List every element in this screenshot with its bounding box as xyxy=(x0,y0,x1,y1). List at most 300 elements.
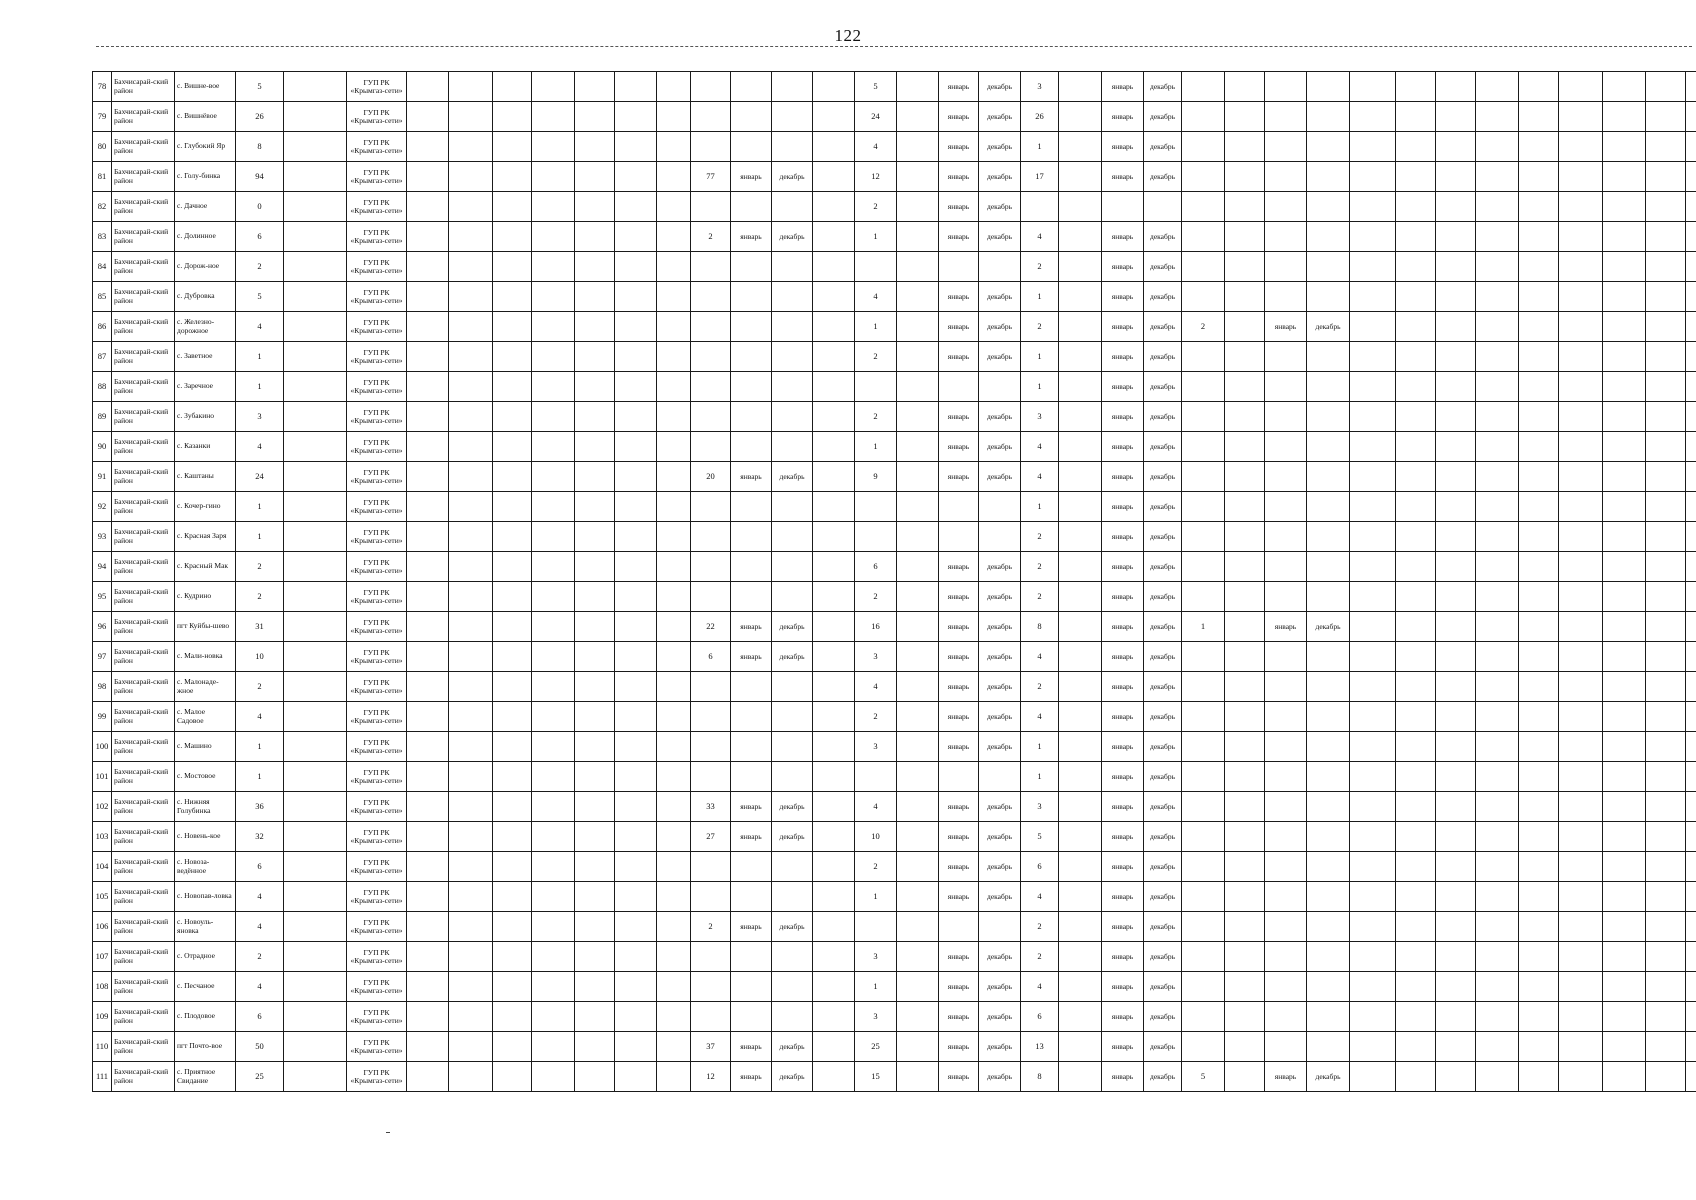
cell-col8-from: январь xyxy=(1102,432,1144,462)
cell-district: Бахчисарай-ский район xyxy=(112,972,175,1002)
cell-col6-to xyxy=(772,582,813,612)
empty-cell xyxy=(657,282,691,312)
empty-cell xyxy=(813,822,855,852)
empty-cell xyxy=(1436,402,1476,432)
cell-col9-from xyxy=(1265,162,1307,192)
empty-cell xyxy=(1603,942,1646,972)
empty-cell xyxy=(1059,582,1102,612)
table-body xyxy=(93,72,1696,1092)
cell-col8-to: декабрь xyxy=(1144,1032,1182,1062)
empty-cell xyxy=(897,162,939,192)
cell-col9-from xyxy=(1265,1002,1307,1032)
cell-col6 xyxy=(691,432,731,462)
empty-cell xyxy=(1559,222,1603,252)
empty-cell xyxy=(449,822,493,852)
empty-cell xyxy=(449,192,493,222)
empty-cell xyxy=(1350,582,1396,612)
empty-cell xyxy=(813,972,855,1002)
empty-cell xyxy=(575,582,615,612)
empty-cell xyxy=(1059,342,1102,372)
empty-cell xyxy=(1436,492,1476,522)
empty-cell xyxy=(1519,702,1559,732)
cell-col9-to xyxy=(1307,972,1350,1002)
empty-cell xyxy=(1559,1002,1603,1032)
empty-cell xyxy=(1225,732,1265,762)
cell-col9-to xyxy=(1307,822,1350,852)
cell-n: 78 xyxy=(93,72,112,102)
empty-cell xyxy=(1519,402,1559,432)
cell-col6-from xyxy=(731,1002,772,1032)
empty-cell xyxy=(284,792,347,822)
cell-col8-from: январь xyxy=(1102,642,1144,672)
empty-cell xyxy=(657,432,691,462)
empty-cell xyxy=(897,972,939,1002)
empty-cell xyxy=(1559,312,1603,342)
empty-cell xyxy=(657,732,691,762)
empty-cell xyxy=(1646,312,1686,342)
cell-col6-from xyxy=(731,672,772,702)
empty-cell xyxy=(615,342,657,372)
cell-total: 50 xyxy=(236,1032,284,1062)
empty-cell xyxy=(1686,342,1696,372)
cell-col6 xyxy=(691,402,731,432)
cell-col8-from: январь xyxy=(1102,162,1144,192)
cell-locality: с. Новопав-ловка xyxy=(175,882,236,912)
cell-col6: 6 xyxy=(691,642,731,672)
cell-col9 xyxy=(1182,192,1225,222)
empty-cell xyxy=(575,792,615,822)
cell-locality: с. Новоуль-яновка xyxy=(175,912,236,942)
cell-col9-from xyxy=(1265,582,1307,612)
empty-cell xyxy=(1519,372,1559,402)
empty-cell xyxy=(575,312,615,342)
cell-org: ГУП РК «Крымгаз-сети» xyxy=(347,552,407,582)
cell-col6-from: январь xyxy=(731,822,772,852)
cell-col9-from xyxy=(1265,522,1307,552)
cell-locality: с. Дачное xyxy=(175,192,236,222)
cell-org: ГУП РК «Крымгаз-сети» xyxy=(347,582,407,612)
empty-cell xyxy=(1059,1002,1102,1032)
cell-col6-to xyxy=(772,702,813,732)
cell-col8-from: январь xyxy=(1102,132,1144,162)
empty-cell xyxy=(284,72,347,102)
table-row xyxy=(93,552,1696,582)
empty-cell xyxy=(284,612,347,642)
empty-cell xyxy=(615,642,657,672)
empty-cell xyxy=(615,972,657,1002)
cell-col7: 24 xyxy=(855,102,897,132)
cell-col7-from: январь xyxy=(939,1032,979,1062)
empty-cell xyxy=(1603,252,1646,282)
empty-cell xyxy=(657,552,691,582)
cell-total: 4 xyxy=(236,702,284,732)
empty-cell xyxy=(1603,582,1646,612)
cell-org: ГУП РК «Крымгаз-сети» xyxy=(347,312,407,342)
empty-cell xyxy=(1603,1062,1646,1092)
cell-col8-to: декабрь xyxy=(1144,972,1182,1002)
empty-cell xyxy=(615,582,657,612)
cell-col9-from xyxy=(1265,372,1307,402)
cell-col9-to xyxy=(1307,702,1350,732)
cell-district: Бахчисарай-ский район xyxy=(112,342,175,372)
empty-cell xyxy=(407,942,449,972)
cell-col8: 1 xyxy=(1021,132,1059,162)
cell-col7-from: январь xyxy=(939,642,979,672)
cell-locality: с. Отрадное xyxy=(175,942,236,972)
empty-cell xyxy=(493,912,532,942)
cell-col6-to xyxy=(772,102,813,132)
empty-cell xyxy=(284,732,347,762)
empty-cell xyxy=(575,402,615,432)
empty-cell xyxy=(575,552,615,582)
empty-cell xyxy=(532,162,575,192)
cell-col6-to xyxy=(772,72,813,102)
empty-cell xyxy=(657,492,691,522)
empty-cell xyxy=(284,972,347,1002)
empty-cell xyxy=(1603,222,1646,252)
empty-cell xyxy=(657,462,691,492)
empty-cell xyxy=(615,252,657,282)
empty-cell xyxy=(1059,522,1102,552)
empty-cell xyxy=(1646,642,1686,672)
empty-cell xyxy=(1396,492,1436,522)
empty-cell xyxy=(657,672,691,702)
cell-locality: с. Приятное Свидание xyxy=(175,1062,236,1092)
empty-cell xyxy=(1686,852,1696,882)
empty-cell xyxy=(493,402,532,432)
cell-col9-to xyxy=(1307,1002,1350,1032)
empty-cell xyxy=(1436,1062,1476,1092)
empty-cell xyxy=(1519,972,1559,1002)
cell-col7-from: январь xyxy=(939,1062,979,1092)
cell-col7: 5 xyxy=(855,72,897,102)
empty-cell xyxy=(1436,72,1476,102)
cell-col7-to xyxy=(979,762,1021,792)
table-row xyxy=(93,1032,1696,1062)
empty-cell xyxy=(1646,432,1686,462)
empty-cell xyxy=(1519,732,1559,762)
cell-col6-from: январь xyxy=(731,222,772,252)
cell-col8-to: декабрь xyxy=(1144,822,1182,852)
empty-cell xyxy=(1646,102,1686,132)
cell-col6 xyxy=(691,942,731,972)
empty-cell xyxy=(1603,972,1646,1002)
table-row xyxy=(93,492,1696,522)
empty-cell xyxy=(1686,672,1696,702)
empty-cell xyxy=(1686,372,1696,402)
empty-cell xyxy=(813,552,855,582)
cell-col9-to: декабрь xyxy=(1307,612,1350,642)
empty-cell xyxy=(1350,432,1396,462)
empty-cell xyxy=(1686,1032,1696,1062)
cell-col6-from xyxy=(731,552,772,582)
cell-col6 xyxy=(691,522,731,552)
cell-col8-from: январь xyxy=(1102,102,1144,132)
empty-cell xyxy=(1350,1032,1396,1062)
empty-cell xyxy=(897,612,939,642)
empty-cell xyxy=(1603,402,1646,432)
empty-cell xyxy=(813,582,855,612)
cell-col7-from: январь xyxy=(939,852,979,882)
cell-col8-to: декабрь xyxy=(1144,522,1182,552)
cell-locality: с. Заречное xyxy=(175,372,236,402)
empty-cell xyxy=(449,222,493,252)
empty-cell xyxy=(1646,882,1686,912)
empty-cell xyxy=(1476,822,1519,852)
cell-col6-from: январь xyxy=(731,1032,772,1062)
cell-col9-from xyxy=(1265,972,1307,1002)
empty-cell xyxy=(615,222,657,252)
table-row xyxy=(93,732,1696,762)
empty-cell xyxy=(657,972,691,1002)
cell-col9-from xyxy=(1265,402,1307,432)
empty-cell xyxy=(532,522,575,552)
empty-cell xyxy=(449,432,493,462)
empty-cell xyxy=(1476,372,1519,402)
cell-n: 81 xyxy=(93,162,112,192)
empty-cell xyxy=(449,852,493,882)
empty-cell xyxy=(449,1002,493,1032)
cell-col6 xyxy=(691,282,731,312)
cell-col8-to: декабрь xyxy=(1144,342,1182,372)
cell-col8: 8 xyxy=(1021,612,1059,642)
cell-locality: с. Кочер-гино xyxy=(175,492,236,522)
cell-col9-from xyxy=(1265,252,1307,282)
cell-total: 31 xyxy=(236,612,284,642)
cell-col7-from xyxy=(939,912,979,942)
empty-cell xyxy=(1476,102,1519,132)
empty-cell xyxy=(657,792,691,822)
cell-col8-to: декабрь xyxy=(1144,252,1182,282)
empty-cell xyxy=(615,372,657,402)
empty-cell xyxy=(284,1032,347,1062)
cell-n: 103 xyxy=(93,822,112,852)
empty-cell xyxy=(1225,402,1265,432)
empty-cell xyxy=(813,162,855,192)
cell-total: 3 xyxy=(236,402,284,432)
empty-cell xyxy=(1646,1062,1686,1092)
table-row xyxy=(93,762,1696,792)
empty-cell xyxy=(615,792,657,822)
empty-cell xyxy=(1396,882,1436,912)
cell-locality: с. Новень-кое xyxy=(175,822,236,852)
cell-col8-to: декабрь xyxy=(1144,402,1182,432)
empty-cell xyxy=(657,882,691,912)
empty-cell xyxy=(1436,942,1476,972)
cell-col8-from: январь xyxy=(1102,72,1144,102)
empty-cell xyxy=(897,822,939,852)
empty-cell xyxy=(1350,672,1396,702)
cell-col9-to xyxy=(1307,72,1350,102)
cell-col9-to xyxy=(1307,642,1350,672)
cell-n: 97 xyxy=(93,642,112,672)
table-row xyxy=(93,822,1696,852)
empty-cell xyxy=(1646,1032,1686,1062)
cell-district: Бахчисарай-ский район xyxy=(112,852,175,882)
cell-col7-from: январь xyxy=(939,462,979,492)
cell-org: ГУП РК «Крымгаз-сети» xyxy=(347,252,407,282)
cell-col7-to xyxy=(979,912,1021,942)
empty-cell xyxy=(1350,702,1396,732)
empty-cell xyxy=(1225,342,1265,372)
empty-cell xyxy=(493,642,532,672)
empty-cell xyxy=(284,312,347,342)
cell-col6-to xyxy=(772,282,813,312)
cell-col6: 2 xyxy=(691,912,731,942)
empty-cell xyxy=(1476,432,1519,462)
cell-col6-to xyxy=(772,1002,813,1032)
empty-cell xyxy=(1559,762,1603,792)
empty-cell xyxy=(657,582,691,612)
cell-col6-to xyxy=(772,552,813,582)
empty-cell xyxy=(575,102,615,132)
cell-col9 xyxy=(1182,342,1225,372)
empty-cell xyxy=(1225,432,1265,462)
cell-total: 6 xyxy=(236,222,284,252)
cell-col6-from xyxy=(731,102,772,132)
empty-cell xyxy=(1225,942,1265,972)
cell-total: 4 xyxy=(236,912,284,942)
empty-cell xyxy=(1350,222,1396,252)
cell-n: 105 xyxy=(93,882,112,912)
empty-cell xyxy=(449,312,493,342)
cell-locality: с. Красная Заря xyxy=(175,522,236,552)
cell-col6: 33 xyxy=(691,792,731,822)
cell-col6-to xyxy=(772,432,813,462)
empty-cell xyxy=(813,882,855,912)
empty-cell xyxy=(407,252,449,282)
cell-org: ГУП РК «Крымгаз-сети» xyxy=(347,882,407,912)
empty-cell xyxy=(1396,702,1436,732)
empty-cell xyxy=(1559,822,1603,852)
empty-cell xyxy=(1436,162,1476,192)
table-row xyxy=(93,972,1696,1002)
empty-cell xyxy=(1559,612,1603,642)
empty-cell xyxy=(449,462,493,492)
cell-district: Бахчисарай-ский район xyxy=(112,282,175,312)
empty-cell xyxy=(1646,582,1686,612)
empty-cell xyxy=(407,162,449,192)
empty-cell xyxy=(1559,642,1603,672)
cell-col9-from xyxy=(1265,192,1307,222)
empty-cell xyxy=(1350,342,1396,372)
stray-mark xyxy=(386,1132,390,1133)
cell-district: Бахчисарай-ский район xyxy=(112,552,175,582)
empty-cell xyxy=(493,432,532,462)
empty-cell xyxy=(407,282,449,312)
empty-cell xyxy=(1686,192,1696,222)
empty-cell xyxy=(657,372,691,402)
cell-locality: с. Мали-новка xyxy=(175,642,236,672)
empty-cell xyxy=(1396,222,1436,252)
empty-cell xyxy=(284,642,347,672)
cell-n: 95 xyxy=(93,582,112,612)
empty-cell xyxy=(1559,672,1603,702)
empty-cell xyxy=(1519,612,1559,642)
empty-cell xyxy=(284,942,347,972)
cell-col6-to xyxy=(772,972,813,1002)
empty-cell xyxy=(1603,822,1646,852)
cell-col7-to: декабрь xyxy=(979,1032,1021,1062)
empty-cell xyxy=(284,162,347,192)
empty-cell xyxy=(1059,672,1102,702)
empty-cell xyxy=(1059,72,1102,102)
empty-cell xyxy=(532,882,575,912)
empty-cell xyxy=(532,372,575,402)
cell-col6 xyxy=(691,732,731,762)
cell-col9-to xyxy=(1307,912,1350,942)
empty-cell xyxy=(1603,72,1646,102)
cell-col6-to: декабрь xyxy=(772,912,813,942)
cell-total: 2 xyxy=(236,942,284,972)
empty-cell xyxy=(493,372,532,402)
cell-total: 4 xyxy=(236,312,284,342)
empty-cell xyxy=(1350,1002,1396,1032)
empty-cell xyxy=(657,1032,691,1062)
cell-col7-to: декабрь xyxy=(979,612,1021,642)
empty-cell xyxy=(449,162,493,192)
empty-cell xyxy=(1559,582,1603,612)
cell-total: 4 xyxy=(236,882,284,912)
empty-cell xyxy=(493,732,532,762)
cell-col8-to: декабрь xyxy=(1144,1062,1182,1092)
empty-cell xyxy=(1350,102,1396,132)
cell-col8-to: декабрь xyxy=(1144,582,1182,612)
empty-cell xyxy=(1396,432,1436,462)
cell-col7-from: январь xyxy=(939,222,979,252)
cell-district: Бахчисарай-ский район xyxy=(112,822,175,852)
empty-cell xyxy=(1519,192,1559,222)
cell-col6-to xyxy=(772,252,813,282)
cell-col6-from xyxy=(731,402,772,432)
empty-cell xyxy=(1603,1032,1646,1062)
cell-col8: 4 xyxy=(1021,432,1059,462)
empty-cell xyxy=(1646,252,1686,282)
empty-cell xyxy=(1686,432,1696,462)
empty-cell xyxy=(1519,1002,1559,1032)
empty-cell xyxy=(1396,1002,1436,1032)
cell-col9 xyxy=(1182,102,1225,132)
cell-col7-from: январь xyxy=(939,162,979,192)
cell-col9-from: январь xyxy=(1265,312,1307,342)
cell-org: ГУП РК «Крымгаз-сети» xyxy=(347,132,407,162)
empty-cell xyxy=(1350,372,1396,402)
cell-col8: 1 xyxy=(1021,372,1059,402)
empty-cell xyxy=(1519,312,1559,342)
empty-cell xyxy=(284,462,347,492)
empty-cell xyxy=(532,552,575,582)
cell-col8-to: декабрь xyxy=(1144,702,1182,732)
empty-cell xyxy=(493,552,532,582)
cell-col9: 5 xyxy=(1182,1062,1225,1092)
cell-col6-to xyxy=(772,882,813,912)
cell-col6-from xyxy=(731,942,772,972)
empty-cell xyxy=(1519,1062,1559,1092)
cell-col7-from: январь xyxy=(939,792,979,822)
empty-cell xyxy=(897,762,939,792)
cell-col8-to: декабрь xyxy=(1144,792,1182,822)
empty-cell xyxy=(1436,672,1476,702)
empty-cell xyxy=(284,252,347,282)
empty-cell xyxy=(1686,72,1696,102)
empty-cell xyxy=(1686,732,1696,762)
empty-cell xyxy=(1225,912,1265,942)
empty-cell xyxy=(493,342,532,372)
cell-total: 8 xyxy=(236,132,284,162)
empty-cell xyxy=(1396,402,1436,432)
empty-cell xyxy=(1350,252,1396,282)
cell-col6-from xyxy=(731,522,772,552)
